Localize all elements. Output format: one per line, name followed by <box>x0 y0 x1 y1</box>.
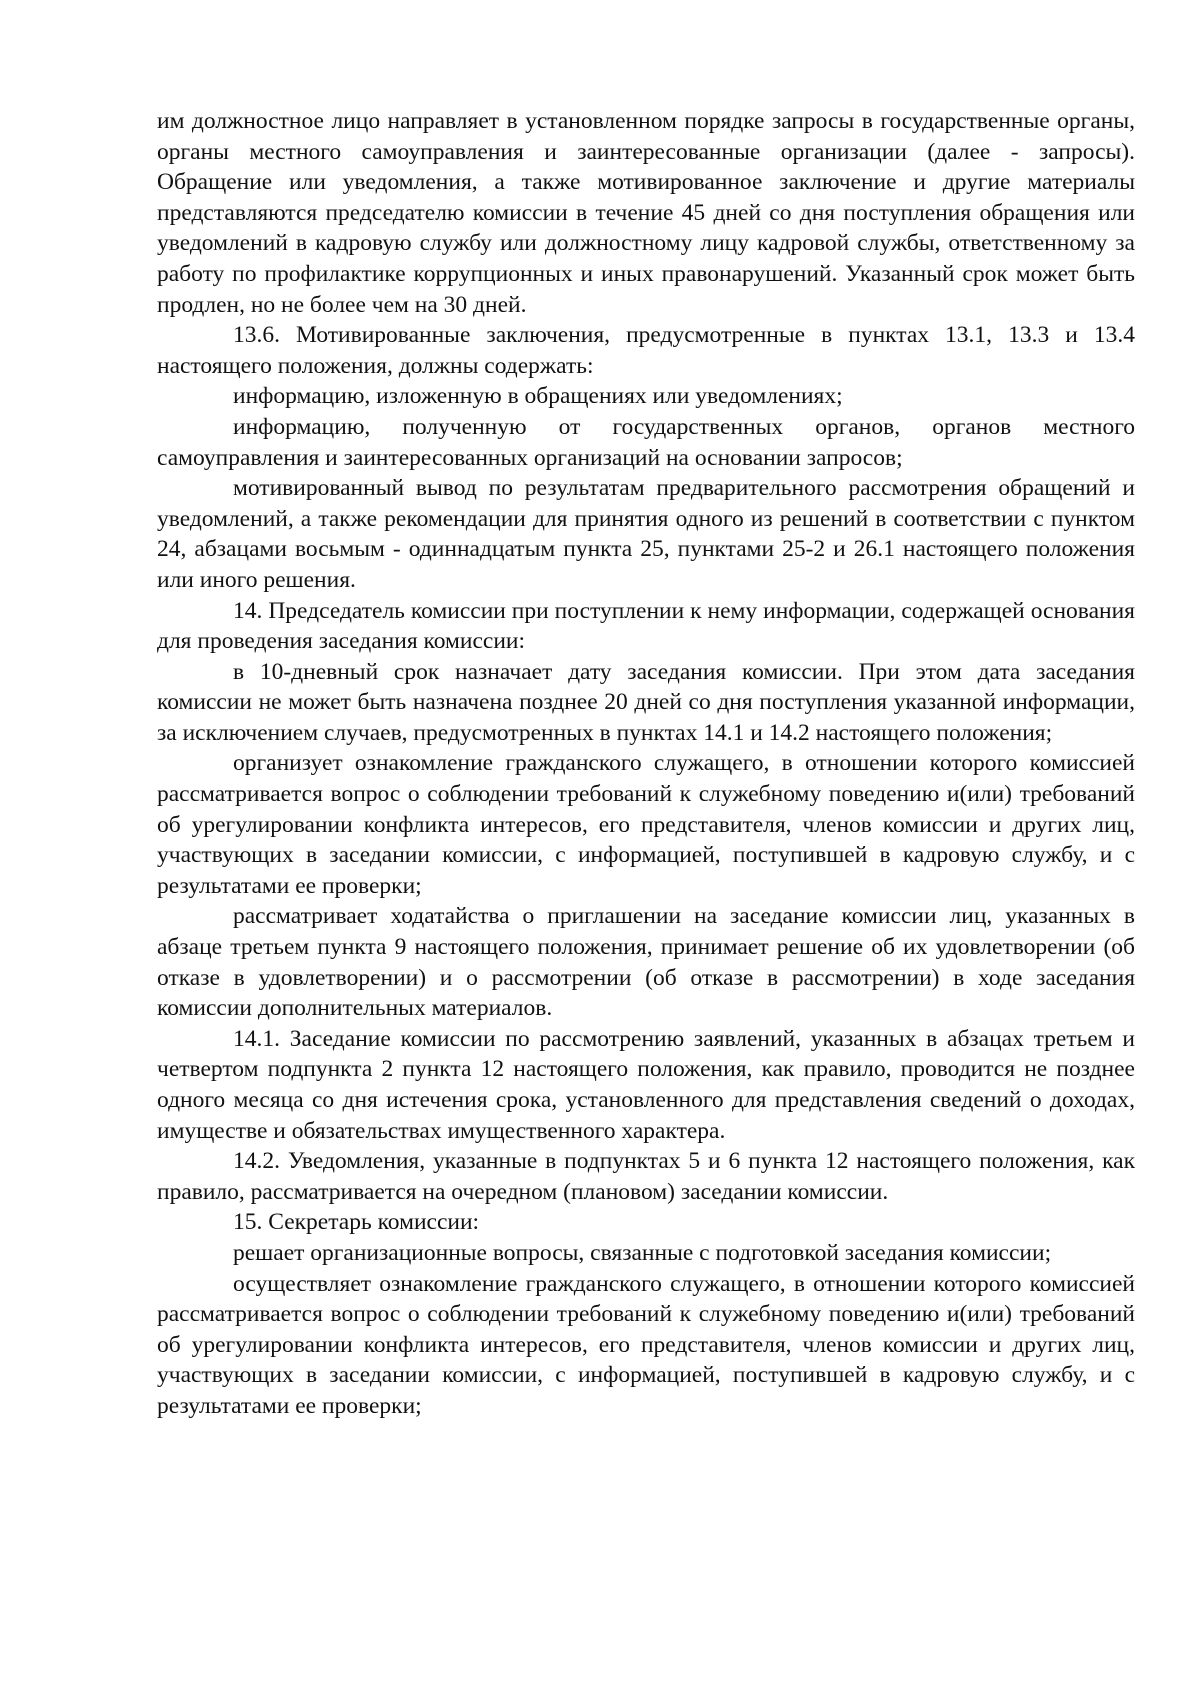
paragraph-15: 15. Секретарь комиссии: <box>233 1209 480 1236</box>
paragraph-continuation: им должностное лицо направляет в установленном порядке запросы в государственные органы, органы местного самоуправления и заинтересованные организации (далее - запросы). Обращение или уведомления, а также мотивированное заключение и другие материалы представляются председателю комиссии в течение 45 дней со дня поступления обращения или уведомлений в кадровую службу или должностному лицу кадровой службы, ответственному за работу по профилактике коррупционных и иных правонарушений. Указанный срок может быть продлен, но не более чем на 30 дней. <box>157 108 1135 318</box>
paragraph-13-6-item-3: мотивированный вывод по результатам предварительного рассмотрения обращений и уведомлений, а также рекомендации для принятия одного из решений в соответствии с пунктом 24, абзацами восьмым - одиннадцатым пункта 25, пунктами 25-2 и 26.1 настоящего положения или иного решения. <box>157 475 1135 593</box>
paragraph-14-item-2: организует ознакомление гражданского служащего, в отношении которого комиссией рассматривается вопрос о соблюдении требований к служебному поведению и(или) требований об урегулировании конфликта интересов, его представителя, членов комиссии и других лиц, участвующих в заседании комиссии, с информацией, поступившей в кадровую службу, и с результатами ее проверки; <box>157 750 1135 899</box>
paragraph-15-item-1: решает организационные вопросы, связанные с подготовкой заседания комиссии; <box>233 1239 1052 1266</box>
paragraph-14-1: 14.1. Заседание комиссии по рассмотрению заявлений, указанных в абзацах третьем и четвертом подпункта 2 пункта 12 настоящего положения, как правило, проводится не позднее одного месяца со дня истечения срока, установленного для представления сведений о доходах, имуществе и обязательствах имущественного характера. <box>157 1025 1135 1144</box>
paragraph-14: 14. Председатель комиссии при поступлении к нему информации, содержащей основания для проведения заседания комиссии: <box>157 597 1135 655</box>
document-body <box>157 106 1135 1422</box>
paragraph-14-item-1: в 10-дневный срок назначает дату заседания комиссии. При этом дата заседания комиссии не может быть назначена позднее 20 дней со дня поступления указанной информации, за исключением случаев, предусмотренных в пунктах 14.1 и 14.2 настоящего положения; <box>157 658 1135 746</box>
paragraph-13-6: 13.6. Мотивированные заключения, предусмотренные в пунктах 13.1, 13.3 и 13.4 настоящего положения, должны содержать: <box>157 322 1135 379</box>
paragraph-13-6-item-2: информацию, полученную от государственных органов, органов местного самоуправления и заинтересованных организаций на основании запросов; <box>157 413 1135 471</box>
paragraph-14-2: 14.2. Уведомления, указанные в подпунктах 5 и 6 пункта 12 настоящего положения, как правило, рассматривается на очередном (плановом) заседании комиссии. <box>157 1148 1135 1205</box>
paragraph-13-6-item-1: информацию, изложенную в обращениях или уведомлениях; <box>233 383 843 410</box>
paragraph-14-item-3: рассматривает ходатайства о приглашении на заседание комиссии лиц, указанных в абзаце третьем пункта 9 настоящего положения, принимает решение об их удовлетворении (об отказе в удовлетворении) и о рассмотрении (об отказе в рассмотрении) в ходе заседания комиссии дополнительных материалов. <box>157 903 1135 1022</box>
paragraph-15-item-2: осуществляет ознакомление гражданского служащего, в отношении которого комиссией рассматривается вопрос о соблюдении требований к служебному поведению и(или) требований об урегулировании конфликта интересов, его представителя, членов комиссии и других лиц, участвующих в заседании комиссии, с информацией, поступившей в кадровую службу, и с результатами ее проверки; <box>157 1270 1135 1419</box>
